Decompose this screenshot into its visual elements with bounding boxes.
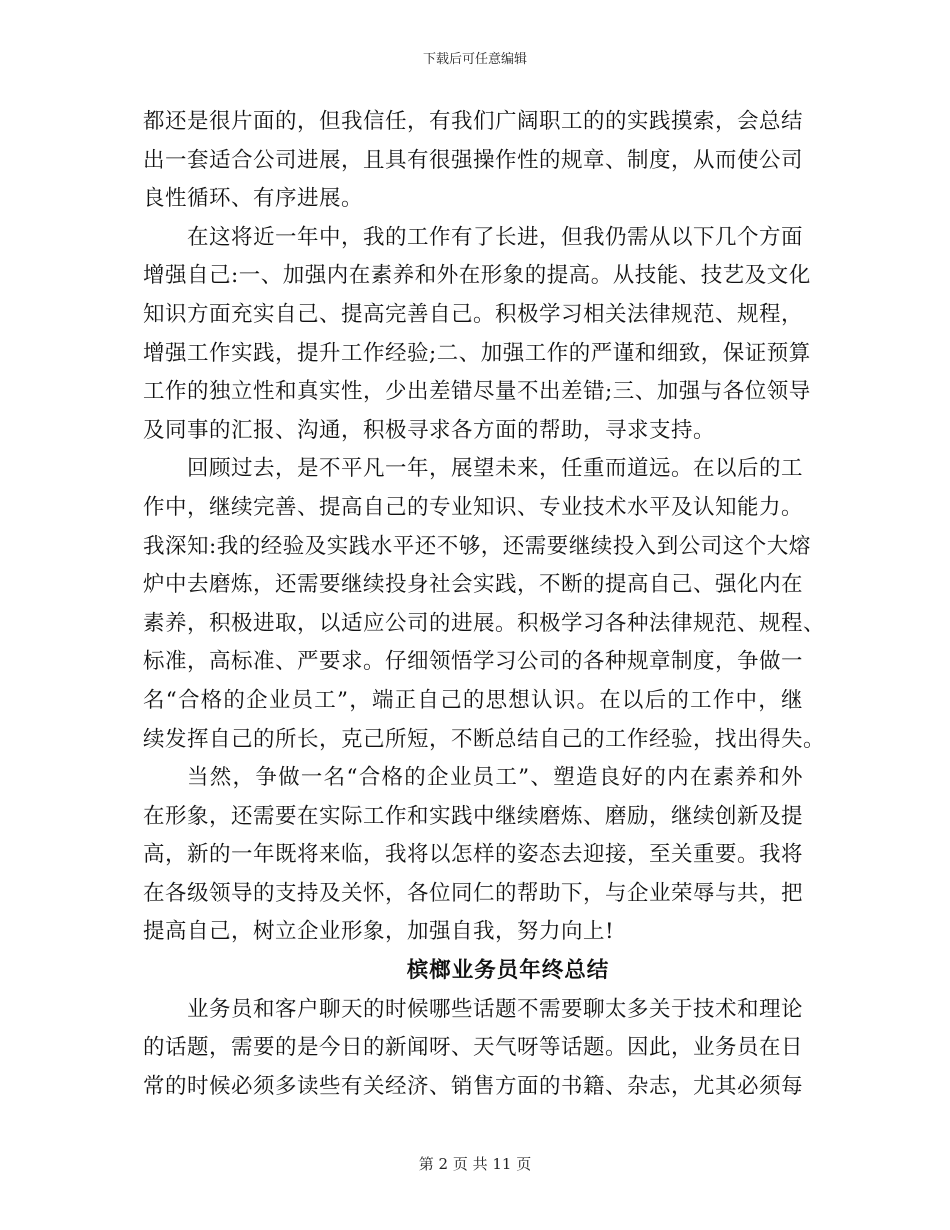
paragraph	[143, 450, 826, 759]
paragraph-line: 常的时候必须多读些有关经济、销售方面的书籍、杂志，尤其必须每	[143, 1073, 804, 1099]
paragraph-line: 及同事的汇报、沟通，积极寻求各方面的帮助，寻求支持。	[143, 417, 716, 443]
paragraph-line: 业务员和客户聊天的时候哪些话题不需要聊太多关于技术和理论	[187, 996, 804, 1022]
paragraph-line: 标准，高标准、严要求。仔细领悟学习公司的各种规章制度，争做一	[143, 649, 804, 675]
paragraph-line: 我深知:我的经验及实践水平还不够，还需要继续投入到公司这个大熔	[143, 533, 811, 559]
paragraph-line: 在形象，还需要在实际工作和实践中继续磨炼、磨励，继续创新及提	[143, 803, 804, 829]
paragraph-line: 名“合格的企业员工”，端正自己的思想认识。在以后的工作中，继	[143, 687, 803, 713]
page-number: 第 2 页 共 11 页	[418, 1155, 532, 1173]
paragraph-line: 的话题，需要的是今日的新闻呀、天气呀等话题。因此，业务员在日	[143, 1035, 804, 1061]
paragraph-line: 在这将近一年中，我的工作有了长进，但我仍需从以下几个方面	[187, 224, 804, 250]
paragraph-line: 出一套适合公司进展，且具有很强操作性的规章、制度，从而使公司	[143, 147, 804, 173]
document-body	[143, 103, 826, 1106]
paragraph-line: 都还是很片面的，但我信任，有我们广阔职工的的实践摸索，会总结	[143, 109, 804, 134]
page-header	[0, 52, 950, 68]
paragraph-line: 增强自己:一、加强内在素养和外在形象的提高。从技能、技艺及文化	[143, 263, 811, 289]
paragraph-line: 知识方面充实自己、提高完善自己。积极学习相关法律规范、规程，	[143, 301, 804, 327]
paragraph	[143, 219, 811, 451]
paragraph-line: 提高自己，树立企业形象，加强自我，努力向上!	[143, 919, 615, 945]
paragraph	[143, 759, 803, 952]
paragraph-line: 续发挥自己的所长，克己所短，不断总结自己的工作经验，找出得失。	[143, 726, 826, 752]
paragraph-line: 作中，继续完善、提高自己的专业知识、专业技术水平及认知能力。	[143, 494, 804, 520]
paragraph-line: 回顾过去，是不平凡一年，展望未来，任重而道远。在以后的工	[187, 456, 804, 482]
section-title: 槟榔业务员年终总结	[406, 958, 610, 984]
header-note: 下载后可任意编辑	[422, 52, 527, 67]
paragraph-line: 工作的独立性和真实性，少出差错尽量不出差错;三、加强与各位领导	[143, 379, 811, 405]
paragraph-line: 炉中去磨炼，还需要继续投身社会实践，不断的提高自己、强化内在	[143, 572, 804, 598]
paragraph	[143, 103, 803, 219]
paragraph-line: 素养，积极进取，以适应公司的进展。积极学习各种法律规范、规程、	[143, 610, 826, 636]
paragraph-line: 高，新的一年既将来临，我将以怎样的姿态去迎接，至关重要。我将	[143, 842, 804, 868]
paragraph-line: 良性循环、有序进展。	[143, 186, 364, 212]
page-footer	[0, 1155, 950, 1173]
paragraph-line: 增强工作实践，提升工作经验;二、加强工作的严谨和细致，保证预算	[143, 340, 811, 366]
paragraph-line: 当然，争做一名“合格的企业员工”、塑造良好的内在素养和外	[187, 765, 803, 791]
paragraph	[143, 991, 803, 1107]
paragraph-line: 在各级领导的支持及关怀，各位同仁的帮助下，与企业荣辱与共，把	[143, 880, 804, 906]
